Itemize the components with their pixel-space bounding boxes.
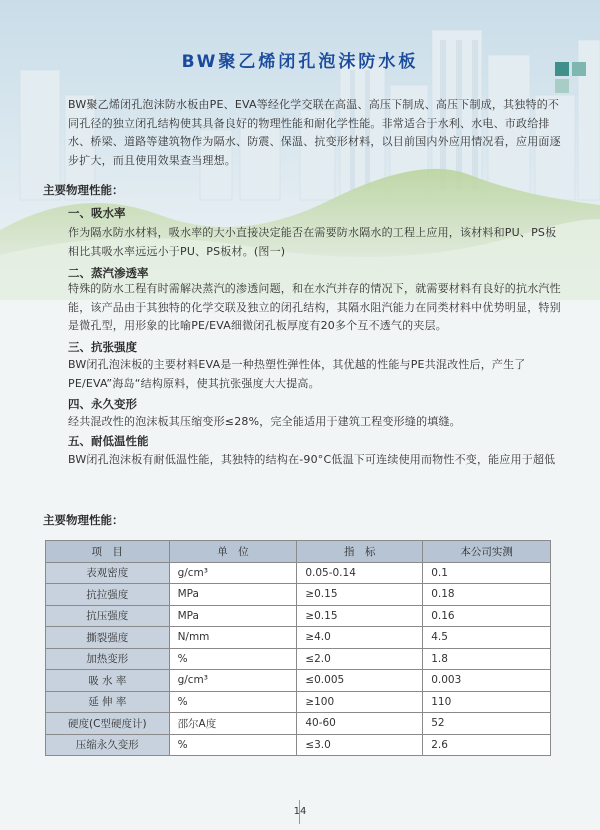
- cell-unit: g/cm³: [169, 670, 297, 692]
- table-header-row: [46, 541, 551, 563]
- cell-measured: 110: [423, 691, 551, 713]
- cell-spec: 0.05-0.14: [297, 562, 423, 584]
- section-1-title: 一、吸水率: [68, 206, 126, 220]
- section-2-title: 二、蒸汽渗透率: [68, 266, 149, 280]
- table-row: [46, 562, 551, 584]
- table-heading: 主要物理性能：: [43, 513, 124, 527]
- cell-property: 抗压强度: [46, 605, 170, 627]
- cell-spec: ≤2.0: [297, 648, 423, 670]
- header-item: 项 目: [46, 541, 170, 563]
- cell-unit: MPa: [169, 605, 297, 627]
- table-row: [46, 734, 551, 756]
- cell-measured: 52: [423, 713, 551, 735]
- table-row: [46, 627, 551, 649]
- cell-spec: ≤0.005: [297, 670, 423, 692]
- table-row: [46, 670, 551, 692]
- cell-spec: ≥100: [297, 691, 423, 713]
- page-number: 14: [293, 806, 307, 817]
- cell-unit: g/cm³: [169, 562, 297, 584]
- cell-property: 硬度(C型硬度计): [46, 713, 170, 735]
- page-title: BW聚乙烯闭孔泡沫防水板: [181, 52, 419, 72]
- section-3-body: BW闭孔泡沫板的主要材料EVA是一种热塑性弹性体，其优越的性能与PE共混改性后，产生了PE/EVA”海岛“结构原料，使其抗张强度大大提高。: [68, 358, 526, 390]
- cell-unit: N/mm: [169, 627, 297, 649]
- cell-property: 压缩永久变形: [46, 734, 170, 756]
- table-row: [46, 605, 551, 627]
- cell-property: 吸 水 率: [46, 670, 170, 692]
- cell-unit: %: [169, 648, 297, 670]
- cell-measured: 0.18: [423, 584, 551, 606]
- header-measured: 本公司实测: [423, 541, 551, 563]
- cell-spec: ≤3.0: [297, 734, 423, 756]
- cell-property: 表观密度: [46, 562, 170, 584]
- header-unit: 单 位: [169, 541, 297, 563]
- section-5-title: 五、耐低温性能: [68, 434, 149, 448]
- cell-unit: %: [169, 734, 297, 756]
- cell-measured: 1.8: [423, 648, 551, 670]
- section-3-title: 三、抗张强度: [68, 340, 137, 354]
- table-row: [46, 691, 551, 713]
- cell-measured: 4.5: [423, 627, 551, 649]
- intro-paragraph: BW聚乙烯闭孔泡沫防水板由PE、EVA等经化学交联在高温、高压下制成、高压下制成，其独特的不同孔径的独立闭孔结构使其具备良好的物理性能和耐化学性能。非常适合于水利、水电、市政给排水、桥梁、道路等建筑物作为隔水、防震、保温、抗变形材料，以目前国内外应用情况看，应用面逐步扩大，而且使用效果查当理想。: [68, 98, 561, 167]
- properties-table: [45, 540, 551, 756]
- section-5-body: BW闭孔泡沫板有耐低温性能，其独特的结构在-90°C低温下可连续使用而物性不变，能应用于超低: [68, 453, 556, 466]
- cell-property: 延 伸 率: [46, 691, 170, 713]
- cell-unit: %: [169, 691, 297, 713]
- cell-property: 加热变形: [46, 648, 170, 670]
- table-row: [46, 648, 551, 670]
- section-1-body: 作为隔水防水材料，吸水率的大小直接决定能否在需要防水隔水的工程上应用，该材料和PU、PS板相比其吸水率远远小于PU、PS板材。(图一): [68, 226, 557, 258]
- header-spec: 指 标: [297, 541, 423, 563]
- cell-measured: 0.003: [423, 670, 551, 692]
- section-4-title: 四、永久变形: [68, 397, 137, 411]
- cell-spec: 40-60: [297, 713, 423, 735]
- cell-measured: 2.6: [423, 734, 551, 756]
- cell-property: 抗拉强度: [46, 584, 170, 606]
- section-2-body: 特殊的防水工程有时需解决蒸汽的渗透问题，和在水汽并存的情况下，就需要材料有良好的抗水汽性能，该产品由于其独特的化学交联及独立的闭孔结构，其隔水阻汽能力在同类材料中优势明显，特别是微孔型，用形象的比喻PE/EVA细微闭孔板厚度有20多个互不透气的夹层。: [68, 282, 561, 332]
- cell-unit: MPa: [169, 584, 297, 606]
- properties-heading: 主要物理性能：: [43, 183, 124, 197]
- cell-spec: ≥0.15: [297, 605, 423, 627]
- cell-property: 撕裂强度: [46, 627, 170, 649]
- cell-spec: ≥4.0: [297, 627, 423, 649]
- table-row: [46, 713, 551, 735]
- section-4-body: 经共混改性的泡沫板其压缩变形≤28%，完全能适用于建筑工程变形缝的填缝。: [68, 415, 461, 428]
- cell-measured: 0.16: [423, 605, 551, 627]
- cell-unit: 邵尔A度: [169, 713, 297, 735]
- cell-spec: ≥0.15: [297, 584, 423, 606]
- table-row: [46, 584, 551, 606]
- cell-measured: 0.1: [423, 562, 551, 584]
